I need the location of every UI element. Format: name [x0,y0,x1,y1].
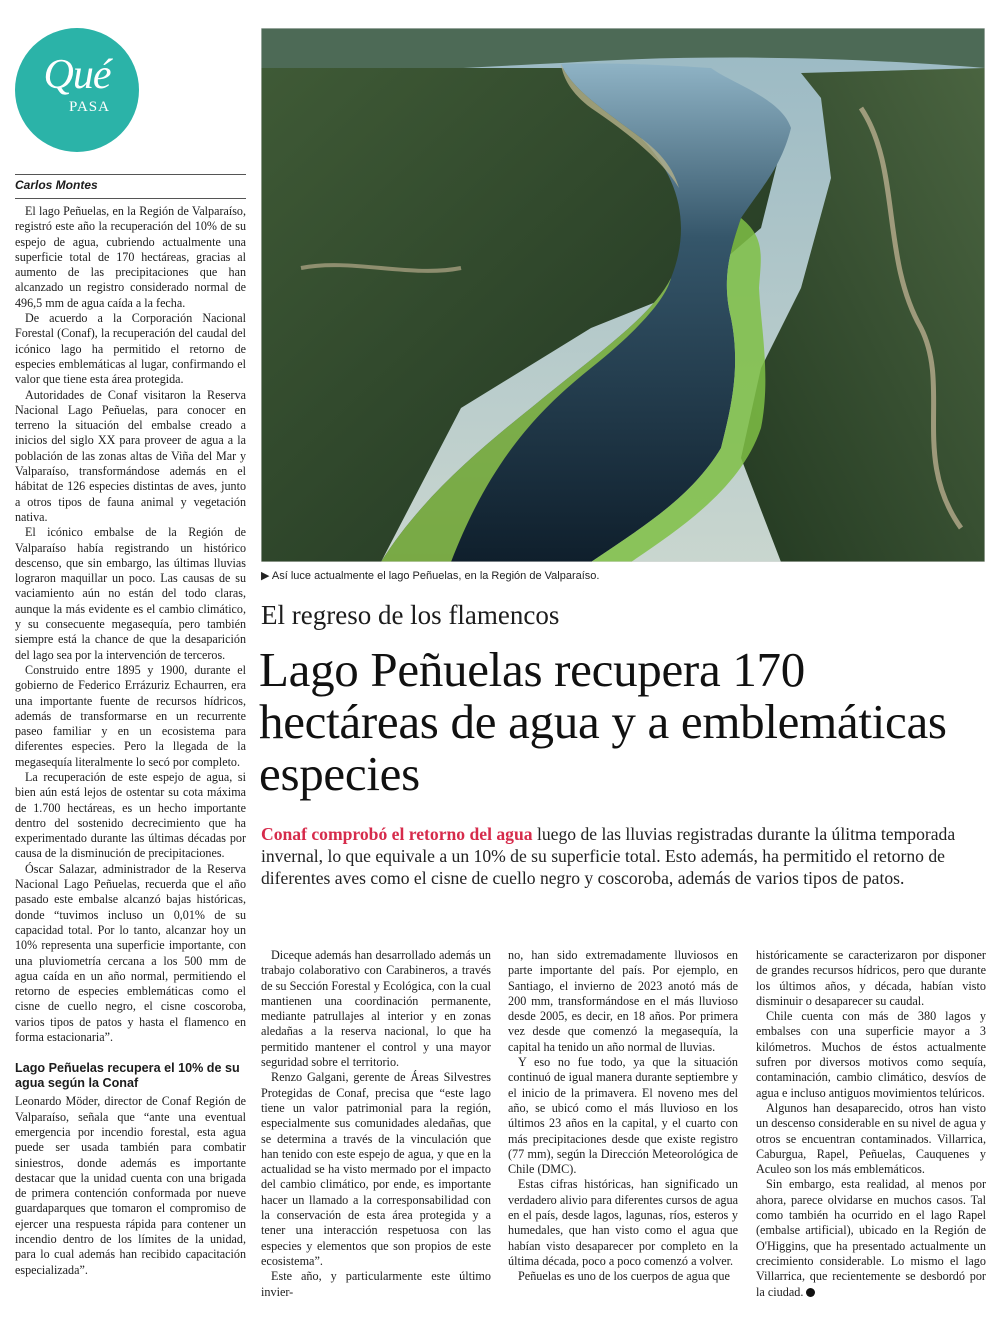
body-column-2 [508,948,738,1285]
paragraph: Estas cifras históricas, han significado un verdadero alivio para diferentes cursos de agua en el país, desde lagos, lagunas, ríos, esteros y humedales, que han visto como el agua que habían visto desaparecer por completo en la última década, poco a poco comenzó a volver. [508,1177,738,1268]
paragraph: Renzo Galgani, gerente de Áreas Silvestres Protegidas de Conaf, precisa que “este lago tiene un valor patrimonial para la región, especialmente sus comunidades aledañas, que se determina a través de la vinculación que han tenido con este espejo de agua, y que en la actualidad se ha visto mermado por el impacto del cambio climático, por ende, es importante hacer un llamado a la corresponsabilidad con la conservación de esta área protegida y a tener una interacción respetuosa con las especies y elementos que son propios de este ecosistema”. [261,1070,491,1268]
paragraph: De acuerdo a la Corporación Nacional Forestal (Conaf), la recuperación del caudal del icónico lago ha permitido el retorno de especies emblemáticas al lugar, confirmando el valor que tiene esta área protegida. [15,311,246,387]
byline: Carlos Montes [15,178,98,192]
paragraph: El lago Peñuelas, en la Región de Valparaíso, registró este año la recuperación del 10% de su espejo de agua, cubriendo actualmente una superficie total de 170 hectáreas, gracias al aumento de las precipitaciones que han alcanzado un registro considerado normal de 496,5 mm de agua caída a la fecha. [15,204,246,310]
paragraph: Leonardo Möder, director de Conaf Región de Valparaíso, señala que “ante una eventual emergencia por incendio forestal, esta agua puede ser usada también para combatir siniestros, donde además es importante destacar que la unidad cuenta con una brigada de primera contención conformada por nueve guardaparques que tomaron el compromiso de ejercer una respuesta rápida para contener un incendio dentro de los límites de la unidad, para lo cual además han recibido capacitación especializada”. [15,1094,246,1277]
left-column [15,174,246,1278]
aerial-lake-illustration [261,28,985,562]
paragraph-final [756,1177,986,1299]
article-deck [261,823,985,889]
byline-rule-top [15,174,246,175]
logo-text-pasa: PASA [69,99,110,115]
article-kicker: El regreso de los flamencos [261,600,560,630]
paragraph: Autoridades de Conaf visitaron la Reserva Nacional Lago Peñuelas, para conocer en terreno la situación del embalse creado a inicios del siglo XX para proveer de agua a la población de las zonas altas de Viña del Mar y Valparaíso, transformándose además en el hábitat de 126 especies distintas de aves, junto a otros tipos de fauna animal y vegetación nativa. [15,387,246,524]
deck-text: luego de las lluvias registradas durante la úlitma temporada invernal, lo que equivale a un 10% de su superficie total. Esto además, ha permitido el retorno de diferentes aves como el cisne de cuello negro y coscoroba, además de varios tipos de patos. [261,824,956,888]
paragraph: Y eso no fue todo, ya que la situación continuó de igual manera durante septiembre y el inicio de la primavera. El noveno mes del año, se ubicó como el más lluvioso en los últimos 23 años en la capital, y el cuarto con más precipitaciones desde que existe registro (77 mm), según la Dirección Meteorológica de Chile (DMC). [508,1055,738,1177]
paragraph: no, han sido extremadamente lluviosos en parte importante del país. Por ejemplo, en Santiago, el invierno de 2023 anotó más de 200 mm, transformándose en el más lluvioso desde 2005, es decir, en 18 años. Por primera vez desde que comenzó la megasequía, la capital ha tenido un año normal de lluvias. [508,948,738,1054]
paragraph: Construido entre 1895 y 1900, durante el gobierno de Federico Errázuriz Echaurren, era una importante fuente de recursos hídricos, además de transformarse en un recurrente paseo familiar y en un ecosistema para diferentes especies. Pero la llegada de la megasequía literalmente lo secó por completo. [15,662,246,769]
deck-highlight: Conaf comprobó el retorno del agua [261,824,533,844]
paragraph: Diceque además han desarrollado además un trabajo colaborativo con Carabineros, a través de su Sección Forestal y Ecológica, con la cual mantienen una coordinación permanente, mediante patrullajes al interior y en zonas aledañas a la reserva nacional, lo que ha permitido mantener el control y una mayor seguridad sobre el territorio. [261,948,491,1070]
section-logo [15,28,139,152]
left-subhead: Lago Peñuelas recupera el 10% de su agua según la Conaf [15,1061,240,1091]
body-column-3 [756,948,986,1300]
paragraph: históricamente se caracterizaron por disponer de grandes recursos hídricos, pero que durante los últimos años, y década, habían visto disminuir o desaparecer su caudal. [756,948,986,1008]
final-paragraph-text: Sin embargo, esta realidad, al menos por ahora, parece olvidarse en muchos casos. Tal como también ha ocurrido en el lago Rapel (embalse artificial), ubicado en la Región de O'Higgins, que ha presentado actualmente un crecimiento considerable. Lo mismo el lago Villarrica, que recientemente se desbordó por la ciudad. [756,1177,986,1299]
end-mark-icon [806,1288,815,1297]
photo-caption: ▶ Así luce actualmente el lago Peñuelas, en la Región de Valparaíso. [261,570,600,582]
byline-rule-bottom [15,198,246,199]
paragraph: Este año, y particularmente este último invier- [261,1269,491,1299]
paragraph: El icónico embalse de la Región de Valparaíso había registrando un histórico descenso, que sin embargo, las últimas lluvias lograron maquillar un poco. Las causas de su vaciamiento aún no están del todo claras, aunque la más evidente es el cambio climático, y su consecuente megasequía, pero también siempre está la chance de que la desaparición del lago sea por la intervención de terceros. [15,525,246,662]
paragraph: Algunos han desaparecido, otros han visto un descenso considerable en su nivel de agua y otros se encuentran contaminados. Villarrica, Caburgua, Rapel, Peñuelas, Cauquenes y Aculeo son los más emblemáticos. [756,1100,986,1177]
paragraph: Chile cuenta con más de 380 lagos y embalses con una superficie mayor a 3 kilómetros. Muchos de éstos actualmente sufren por diversos motivos como sequía, contaminación, cambio climático, desvíos de agua e incluso antiguos movimientos telúricos. [756,1009,986,1100]
logo-text-que: Qué [43,52,111,98]
body-column-1 [261,948,491,1300]
paragraph: La recuperación de este espejo de agua, si bien aún está lejos de ostentar su cota máxima de 1.700 hectáreas, es un hecho importante dentro del sostenido decrecimiento que ha experimentado durante las últimas décadas por causa de la disminución de precipitaciones. [15,769,246,861]
article-headline: Lago Peñuelas recupera 170 hectáreas de agua y a emblemáticas especies [259,642,947,801]
paragraph: Peñuelas es uno de los cuerpos de agua que [518,1269,730,1284]
paragraph: Óscar Salazar, administrador de la Reserva Nacional Lago Peñuelas, recuerda que el año pasado este embalse alcanzó bajas históricas, donde “tuvimos incluso un 0,01% de su capacidad total. Por lo tanto, alcanzar hoy un 10% representa una superficie importante, con una pluviometría cercana a los 500 mm de agua caída en un año normal, permitiendo el retorno de especies emblemáticas como el cisne de cuello negro, el cisne coscoroba, varios tipos de patos y hasta el flamenco en forma estacionaria”. [15,861,246,1045]
lake-photo [261,28,985,562]
